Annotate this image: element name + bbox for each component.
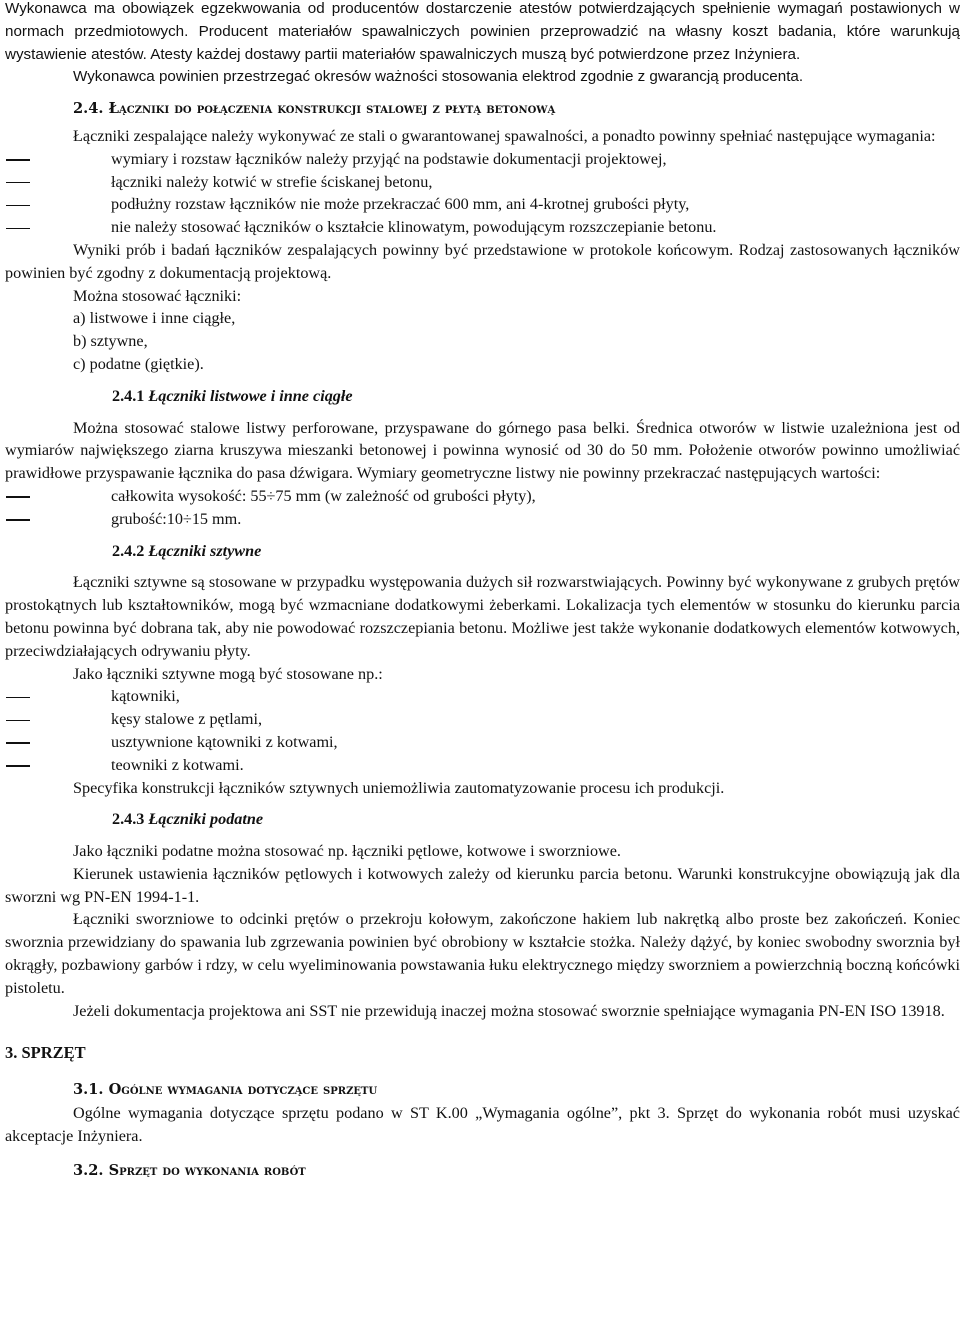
- list-item: a) listwowe i inne ciągłe,: [73, 309, 236, 328]
- section-2-4-3-heading: [112, 808, 960, 831]
- section-2-4-3-number: 2.4.3: [112, 810, 145, 829]
- section-2-4-2-paragraph-2: Jako łączniki sztywne mogą być stosowane np.:: [73, 664, 383, 683]
- section-2-4-heading: [73, 98, 960, 121]
- list-item: grubość:10÷15 mm.: [111, 509, 242, 528]
- list-item: kątowniki,: [111, 687, 180, 706]
- section-2-4-1-dimensions-list: [5, 485, 960, 531]
- section-2-4-3-paragraph-2: Kierunek ustawienia łączników pętlowych i kotwowych zależy od kierunku parcia betonu. Warunki konstrukcyjne obowiązują jak dla sworzni wg PN-EN 1994-1-1.: [5, 864, 960, 906]
- section-2-4-1-paragraph-1: Można stosować stalowe listwy perforowane, przyspawane do górnego pasa belki. Średnica otworów w listwie uzależniona jest od wymiarów największego ziarna kruszywa mieszanki betonowej i powinna wynosić od 30 do 50 mm. Położenie otworów powinno umożliwiać prawidłowe przyspawanie łącznika do pasa dźwigara. Wymiary geometryczne listwy nie powinny przekraczać następujących wartości:: [5, 418, 960, 483]
- section-2-4-2-heading: [112, 540, 960, 563]
- section-2-4-paragraph-3: Można stosować łączniki:: [73, 286, 242, 305]
- list-item: c) podatne (giętkie).: [73, 354, 204, 373]
- list-item: b) sztywne,: [73, 332, 148, 351]
- section-2-4-2-number: 2.4.2: [112, 541, 145, 560]
- section-2-4-3-paragraph-1: Jako łączniki podatne można stosować np. łączniki pętlowe, kotwowe i sworzniowe.: [73, 842, 621, 861]
- list-item: teowniki z kotwami.: [111, 755, 244, 774]
- section-2-4-2-paragraph-1: Łączniki sztywne są stosowane w przypadku występowania dużych sił rozwarstwiających. Powinny być wykonywane z grubych prętów prostokątnych lub kształtowników, mogą być wzmacniane dodatkowymi żeberkami. Lokalizacja tych elementów w stosunku do kierunku parcia betonu powinna być dobrana tak, aby nie powodować rozszczepiania betonu. Możliwe jest także wykonanie dodatkowych elementów kotwowych, przeciwdziałających odrywaniu płyty.: [5, 573, 960, 660]
- section-3-1-number: 3.1.: [73, 1081, 104, 1099]
- list-item: podłużny rozstaw łączników nie może przekraczać 600 mm, ani 4-krotnej grubości płyty,: [111, 195, 690, 214]
- section-2-4-2-title: Łączniki sztywne: [148, 541, 262, 560]
- document-page: [5, 0, 960, 1182]
- section-2-4-3-paragraph-3: Łączniki sworzniowe to odcinki prętów o przekroju kołowym, zakończone hakiem lub nakrętką albo proste bez zakończeń. Koniec sworznia przewidziany do spawania lub zgrzewania powinien być obrobiony w kształcie stożka. Należy dążyć, by koniec swobodny sworznia był okrągły, pozbawiony garbów i rdzy, w celu wyeliminowania powstawania łuku elektrycznego między sworzniem a powierzchnią boczną końcówki pistoletu.: [5, 910, 960, 997]
- section-2-4-paragraph-2: Wyniki prób i badań łączników zespalających powinny być przedstawione w protokole końcowym. Rodzaj zastosowanych łączników powinien być zgodny z dokumentacją projektową.: [5, 240, 960, 282]
- list-item: kęsy stalowe z pętlami,: [111, 710, 263, 729]
- list-item: wymiary i rozstaw łączników należy przyjąć na podstawie dokumentacji projektowej,: [111, 149, 667, 168]
- section-2-4-paragraph-1: Łączniki zespalające należy wykonywać ze stali o gwarantowanej spawalności, a ponadto powinny spełniać następujące wymagania:: [73, 126, 936, 145]
- section-2-4-3-title: Łączniki podatne: [148, 810, 264, 829]
- section-3-heading: 3. SPRZĘT: [5, 1043, 86, 1063]
- section-2-4-2-examples-list: [5, 685, 960, 776]
- section-3-2-heading: [73, 1160, 960, 1183]
- intro-paragraph-2: Wykonawca powinien przestrzegać okresów ważności stosowania elektrod zgodnie z gwarancją producenta.: [73, 68, 804, 86]
- section-2-4-number: 2.4.: [73, 100, 104, 118]
- section-2-4-3-paragraph-4: Jeżeli dokumentacja projektowa ani SST nie przewidują inaczej można stosować sworznie spełniające wymagania PN-EN ISO 13918.: [73, 1001, 945, 1020]
- list-item: nie należy stosować łączników o kształcie klinowatym, powodującym rozszczepianie betonu.: [111, 218, 717, 237]
- section-2-4-requirements-list: [5, 148, 960, 239]
- section-2-4-2-paragraph-3: Specyfika konstrukcji łączników sztywnych uniemożliwia zautomatyzowanie procesu ich produkcji.: [73, 778, 725, 797]
- list-item: całkowita wysokość: 55÷75 mm (w zależność od grubości płyty),: [111, 486, 536, 505]
- intro-paragraph-1: Wykonawca ma obowiązek egzekwowania od producentów dostarczenie atestów potwierdzających spełnienie wymagań postawionych w normach przedmiotowych. Producent materiałów spawalniczych powinien przeprowadzić na własny koszt badania, które warunkują wystawienie atestów. Atesty każdej dostawy partii materiałów spawalniczych muszą być potwierdzone przez Inżyniera.: [5, 0, 960, 63]
- section-3-1-heading: [73, 1079, 960, 1102]
- section-3-1-paragraph-1: Ogólne wymagania dotyczące sprzętu podano w ST K.00 „Wymagania ogólne”, pkt 3. Sprzęt do wykonania robót musi uzyskać akceptacje Inżyniera.: [5, 1104, 960, 1145]
- section-3-2-number: 3.2.: [73, 1161, 104, 1179]
- list-item: łączniki należy kotwić w strefie ściskanej betonu,: [111, 172, 433, 191]
- section-3-1-title: Ogólne wymagania dotyczące sprzętu: [108, 1081, 378, 1099]
- section-3-2-title: Sprzęt do wykonania robót: [108, 1161, 306, 1179]
- section-2-4-title: Łączniki do połączenia konstrukcji stalowej z płytą betonową: [108, 100, 556, 118]
- section-2-4-1-number: 2.4.1: [112, 386, 145, 405]
- connector-types-list: [5, 307, 960, 375]
- section-2-4-1-title: Łączniki listwowe i inne ciągłe: [148, 386, 353, 405]
- section-2-4-1-heading: [112, 385, 960, 408]
- list-item: usztywnione kątowniki z kotwami,: [111, 732, 338, 751]
